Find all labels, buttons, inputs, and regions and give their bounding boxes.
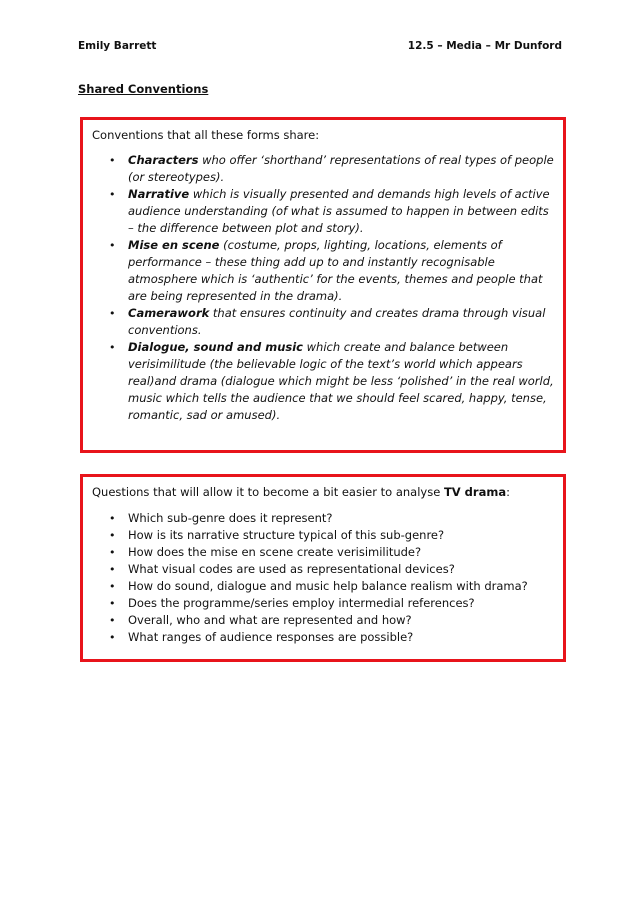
list-item	[109, 612, 555, 629]
item-text: which create and balance between verisimilitude (the believable logic of the text’s world which appears real)and drama (dialogue which might be less ‘polished’ in the real world, music which tells the audience that we should feel scared, happy, tense, romantic, sad or amused).	[128, 340, 554, 422]
list-item	[109, 629, 555, 646]
bullet-icon: •	[109, 188, 116, 201]
questions-list	[92, 510, 555, 646]
item-term: Dialogue, sound and music	[128, 340, 303, 354]
question-text: How do sound, dialogue and music help balance realism with drama?	[128, 579, 528, 593]
list-item	[109, 186, 555, 237]
list-item	[109, 578, 555, 595]
item-text: (costume, props, lighting, locations, elements of performance – these thing add up to and instantly recognisable atmosphere which is ‘authentic’ for the events, themes and people that are being represented in the drama).	[128, 238, 543, 303]
bullet-icon: •	[109, 239, 116, 252]
bullet-icon: •	[109, 529, 116, 542]
question-text: Does the programme/series employ intermedial references?	[128, 596, 475, 610]
conventions-intro: Conventions that all these forms share:	[92, 128, 320, 142]
item-term: Mise en scene	[128, 238, 220, 252]
item-text: which is visually presented and demands high levels of active audience understanding (of what is assumed to happen in between edits – the difference between plot and story).	[128, 187, 550, 235]
list-item	[109, 305, 555, 339]
conventions-box	[80, 117, 566, 453]
bullet-icon: •	[109, 597, 116, 610]
list-item	[109, 237, 555, 305]
list-item	[109, 510, 555, 527]
bullet-icon: •	[109, 512, 116, 525]
item-text: that ensures continuity and creates drama through visual conventions.	[128, 306, 546, 337]
list-item	[109, 544, 555, 561]
item-term: Camerawork	[128, 306, 210, 320]
question-text: What visual codes are used as representational devices?	[128, 562, 455, 576]
questions-intro	[92, 484, 555, 501]
question-text: Overall, who and what are represented and how?	[128, 613, 412, 627]
list-item	[109, 561, 555, 578]
section-title: Shared Conventions	[78, 82, 209, 96]
bullet-icon: •	[109, 307, 116, 320]
bullet-icon: •	[109, 546, 116, 559]
author-name: Emily Barrett	[78, 40, 157, 52]
bullet-icon: •	[109, 580, 116, 593]
bullet-icon: •	[109, 563, 116, 576]
list-item	[109, 595, 555, 612]
questions-box	[80, 474, 566, 662]
list-item	[109, 152, 555, 186]
bullet-icon: •	[109, 614, 116, 627]
bullet-icon: •	[109, 341, 116, 354]
bullet-icon: •	[109, 154, 116, 167]
bullet-icon: •	[109, 631, 116, 644]
list-item	[109, 339, 555, 424]
question-text: What ranges of audience responses are possible?	[128, 630, 414, 644]
list-item	[109, 527, 555, 544]
questions-intro-emphasis: TV drama	[443, 485, 507, 499]
question-text: How does the mise en scene create verisimilitude?	[128, 545, 422, 559]
item-term: Narrative	[128, 187, 190, 201]
question-text: How is its narrative structure typical of this sub-genre?	[128, 528, 445, 542]
item-term: Characters	[128, 153, 199, 167]
question-text: Which sub-genre does it represent?	[128, 511, 333, 525]
item-text: who offer ‘shorthand’ representations of real types of people (or stereotypes).	[128, 153, 554, 184]
course-info: 12.5 – Media – Mr Dunford	[407, 40, 562, 52]
conventions-list	[92, 152, 555, 424]
questions-intro-colon: :	[506, 485, 510, 499]
questions-intro-text: Questions that will allow it to become a bit easier to analyse	[92, 485, 444, 499]
